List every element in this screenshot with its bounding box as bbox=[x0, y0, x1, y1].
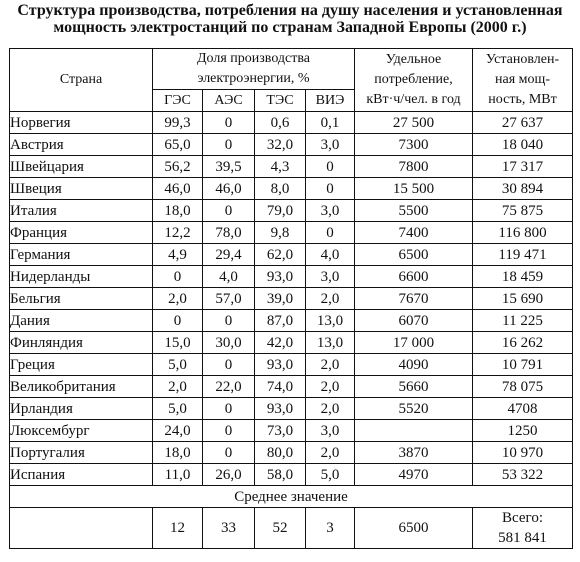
cell-renewable: 5,0 bbox=[306, 464, 355, 486]
average-label-row bbox=[10, 486, 573, 508]
cell-thermal: 73,0 bbox=[255, 420, 306, 442]
cell-nuclear: 78,0 bbox=[203, 222, 255, 244]
cell-nuclear: 0 bbox=[203, 354, 255, 376]
cell-hydro: 15,0 bbox=[153, 332, 203, 354]
cell-country: Дания bbox=[10, 310, 153, 332]
cell-country: Великобритания bbox=[10, 376, 153, 398]
header-capacity-line-3: ность, МВт bbox=[488, 92, 557, 107]
cell-nuclear: 0 bbox=[203, 310, 255, 332]
cell-capacity: 17 317 bbox=[473, 156, 573, 178]
table-row bbox=[10, 112, 573, 134]
cell-capacity: 4708 bbox=[473, 398, 573, 420]
cell-hydro: 12,2 bbox=[153, 222, 203, 244]
cell-hydro: 2,0 bbox=[153, 376, 203, 398]
cell-hydro: 5,0 bbox=[153, 354, 203, 376]
cell-country: Финляндия bbox=[10, 332, 153, 354]
table-row bbox=[10, 266, 573, 288]
cell-thermal: 62,0 bbox=[255, 244, 306, 266]
cell-hydro: 65,0 bbox=[153, 134, 203, 156]
cell-consumption: 15 500 bbox=[355, 178, 473, 200]
total-capacity bbox=[473, 508, 573, 549]
header-consumption bbox=[355, 49, 473, 112]
cell-capacity: 116 800 bbox=[473, 222, 573, 244]
cell-country: Франция bbox=[10, 222, 153, 244]
cell-hydro: 18,0 bbox=[153, 200, 203, 222]
cell-capacity: 27 637 bbox=[473, 112, 573, 134]
cell-country: Бельгия bbox=[10, 288, 153, 310]
table-row bbox=[10, 134, 573, 156]
cell-hydro: 4,9 bbox=[153, 244, 203, 266]
cell-country: Испания bbox=[10, 464, 153, 486]
cell-consumption: 5520 bbox=[355, 398, 473, 420]
cell-nuclear: 0 bbox=[203, 134, 255, 156]
cell-consumption: 17 000 bbox=[355, 332, 473, 354]
table-row bbox=[10, 442, 573, 464]
cell-renewable: 0 bbox=[306, 178, 355, 200]
cell-nuclear: 46,0 bbox=[203, 178, 255, 200]
cell-renewable: 2,0 bbox=[306, 442, 355, 464]
cell-consumption: 27 500 bbox=[355, 112, 473, 134]
cell-renewable: 0 bbox=[306, 156, 355, 178]
cell-consumption: 6600 bbox=[355, 266, 473, 288]
cell-hydro: 18,0 bbox=[153, 442, 203, 464]
cell-nuclear: 39,5 bbox=[203, 156, 255, 178]
table-row bbox=[10, 398, 573, 420]
average-thermal: 52 bbox=[255, 508, 306, 549]
header-country: Страна bbox=[10, 49, 153, 112]
average-blank-cell bbox=[10, 508, 153, 549]
cell-hydro: 11,0 bbox=[153, 464, 203, 486]
cell-capacity: 10 791 bbox=[473, 354, 573, 376]
cell-nuclear: 4,0 bbox=[203, 266, 255, 288]
cell-consumption: 7400 bbox=[355, 222, 473, 244]
average-nuclear: 33 bbox=[203, 508, 255, 549]
cell-consumption: 5500 bbox=[355, 200, 473, 222]
cell-country: Греция bbox=[10, 354, 153, 376]
cell-capacity: 75 875 bbox=[473, 200, 573, 222]
cell-capacity: 18 040 bbox=[473, 134, 573, 156]
cell-hydro: 0 bbox=[153, 310, 203, 332]
cell-nuclear: 26,0 bbox=[203, 464, 255, 486]
cell-capacity: 10 970 bbox=[473, 442, 573, 464]
cell-country: Ирландия bbox=[10, 398, 153, 420]
cell-renewable: 2,0 bbox=[306, 354, 355, 376]
cell-renewable: 3,0 bbox=[306, 420, 355, 442]
header-thermal: ТЭС bbox=[255, 90, 306, 112]
data-table bbox=[9, 48, 573, 549]
cell-thermal: 87,0 bbox=[255, 310, 306, 332]
cell-consumption: 7670 bbox=[355, 288, 473, 310]
cell-nuclear: 0 bbox=[203, 112, 255, 134]
table-title bbox=[0, 2, 580, 36]
cell-country: Германия bbox=[10, 244, 153, 266]
header-share bbox=[153, 49, 355, 90]
cell-thermal: 93,0 bbox=[255, 266, 306, 288]
table-row bbox=[10, 178, 573, 200]
cell-hydro: 0 bbox=[153, 266, 203, 288]
cell-capacity: 15 690 bbox=[473, 288, 573, 310]
cell-renewable: 3,0 bbox=[306, 266, 355, 288]
cell-consumption: 4970 bbox=[355, 464, 473, 486]
header-capacity-line-1: Установлен- bbox=[485, 52, 560, 67]
cell-consumption: 6500 bbox=[355, 244, 473, 266]
cell-renewable: 13,0 bbox=[306, 310, 355, 332]
cell-renewable: 3,0 bbox=[306, 200, 355, 222]
header-consumption-line-1: Удельное bbox=[385, 52, 442, 67]
cell-thermal: 8,0 bbox=[255, 178, 306, 200]
title-line-1: Структура производства, потребления на душу населения и установленная bbox=[17, 2, 563, 19]
cell-thermal: 93,0 bbox=[255, 398, 306, 420]
cell-thermal: 93,0 bbox=[255, 354, 306, 376]
title-line-2: мощность электростанций по странам Западной Европы (2000 г.) bbox=[53, 19, 527, 36]
cell-hydro: 56,2 bbox=[153, 156, 203, 178]
cell-renewable: 2,0 bbox=[306, 376, 355, 398]
cell-capacity: 1250 bbox=[473, 420, 573, 442]
average-label: Среднее значение bbox=[10, 486, 573, 508]
cell-renewable: 13,0 bbox=[306, 332, 355, 354]
cell-hydro: 46,0 bbox=[153, 178, 203, 200]
cell-thermal: 32,0 bbox=[255, 134, 306, 156]
cell-consumption: 5660 bbox=[355, 376, 473, 398]
cell-consumption: 6070 bbox=[355, 310, 473, 332]
header-capacity bbox=[473, 49, 573, 112]
cell-country: Швейцария bbox=[10, 156, 153, 178]
cell-country: Италия bbox=[10, 200, 153, 222]
table-row bbox=[10, 156, 573, 178]
table-row bbox=[10, 310, 573, 332]
header-consumption-line-3: кВт·ч/чел. в год bbox=[366, 92, 461, 107]
cell-nuclear: 30,0 bbox=[203, 332, 255, 354]
cell-nuclear: 0 bbox=[203, 442, 255, 464]
cell-thermal: 39,0 bbox=[255, 288, 306, 310]
cell-nuclear: 0 bbox=[203, 420, 255, 442]
header-capacity-line-2: ная мощ- bbox=[495, 72, 550, 87]
cell-capacity: 119 471 bbox=[473, 244, 573, 266]
header-renewable: ВИЭ bbox=[306, 90, 355, 112]
table-row bbox=[10, 200, 573, 222]
cell-thermal: 74,0 bbox=[255, 376, 306, 398]
cell-capacity: 30 894 bbox=[473, 178, 573, 200]
cell-capacity: 78 075 bbox=[473, 376, 573, 398]
table-row bbox=[10, 288, 573, 310]
table-row bbox=[10, 244, 573, 266]
table-row bbox=[10, 376, 573, 398]
cell-hydro: 99,3 bbox=[153, 112, 203, 134]
cell-nuclear: 29,4 bbox=[203, 244, 255, 266]
average-renewable: 3 bbox=[306, 508, 355, 549]
cell-thermal: 80,0 bbox=[255, 442, 306, 464]
header-consumption-line-2: потребление, bbox=[374, 72, 453, 87]
cell-consumption bbox=[355, 420, 473, 442]
cell-renewable: 4,0 bbox=[306, 244, 355, 266]
cell-thermal: 0,6 bbox=[255, 112, 306, 134]
average-consumption: 6500 bbox=[355, 508, 473, 549]
header-hydro: ГЭС bbox=[153, 90, 203, 112]
cell-hydro: 24,0 bbox=[153, 420, 203, 442]
cell-renewable: 3,0 bbox=[306, 134, 355, 156]
header-row-1 bbox=[10, 49, 573, 90]
cell-renewable: 2,0 bbox=[306, 398, 355, 420]
cell-hydro: 2,0 bbox=[153, 288, 203, 310]
cell-renewable: 0 bbox=[306, 222, 355, 244]
cell-nuclear: 0 bbox=[203, 398, 255, 420]
header-share-line-1: Доля производства bbox=[197, 51, 311, 66]
cell-country: Швеция bbox=[10, 178, 153, 200]
cell-consumption: 7800 bbox=[355, 156, 473, 178]
cell-thermal: 9,8 bbox=[255, 222, 306, 244]
header-nuclear: АЭС bbox=[203, 90, 255, 112]
cell-renewable: 2,0 bbox=[306, 288, 355, 310]
cell-capacity: 53 322 bbox=[473, 464, 573, 486]
cell-consumption: 4090 bbox=[355, 354, 473, 376]
cell-thermal: 58,0 bbox=[255, 464, 306, 486]
table-row bbox=[10, 420, 573, 442]
cell-nuclear: 0 bbox=[203, 200, 255, 222]
cell-country: Норвегия bbox=[10, 112, 153, 134]
cell-consumption: 3870 bbox=[355, 442, 473, 464]
cell-hydro: 5,0 bbox=[153, 398, 203, 420]
average-values-row bbox=[10, 508, 573, 549]
cell-nuclear: 57,0 bbox=[203, 288, 255, 310]
cell-thermal: 79,0 bbox=[255, 200, 306, 222]
cell-country: Австрия bbox=[10, 134, 153, 156]
cell-capacity: 16 262 bbox=[473, 332, 573, 354]
table-row bbox=[10, 464, 573, 486]
total-label: Всего: bbox=[502, 510, 543, 526]
cell-nuclear: 22,0 bbox=[203, 376, 255, 398]
cell-country: Люксембург bbox=[10, 420, 153, 442]
cell-capacity: 11 225 bbox=[473, 310, 573, 332]
cell-renewable: 0,1 bbox=[306, 112, 355, 134]
table-row bbox=[10, 332, 573, 354]
cell-consumption: 7300 bbox=[355, 134, 473, 156]
cell-country: Нидерланды bbox=[10, 266, 153, 288]
total-value: 581 841 bbox=[498, 530, 547, 546]
cell-thermal: 42,0 bbox=[255, 332, 306, 354]
cell-capacity: 18 459 bbox=[473, 266, 573, 288]
cell-country: Португалия bbox=[10, 442, 153, 464]
table-row bbox=[10, 222, 573, 244]
header-share-line-2: электроэнергии, % bbox=[197, 71, 310, 86]
cell-thermal: 4,3 bbox=[255, 156, 306, 178]
average-hydro: 12 bbox=[153, 508, 203, 549]
table-row bbox=[10, 354, 573, 376]
